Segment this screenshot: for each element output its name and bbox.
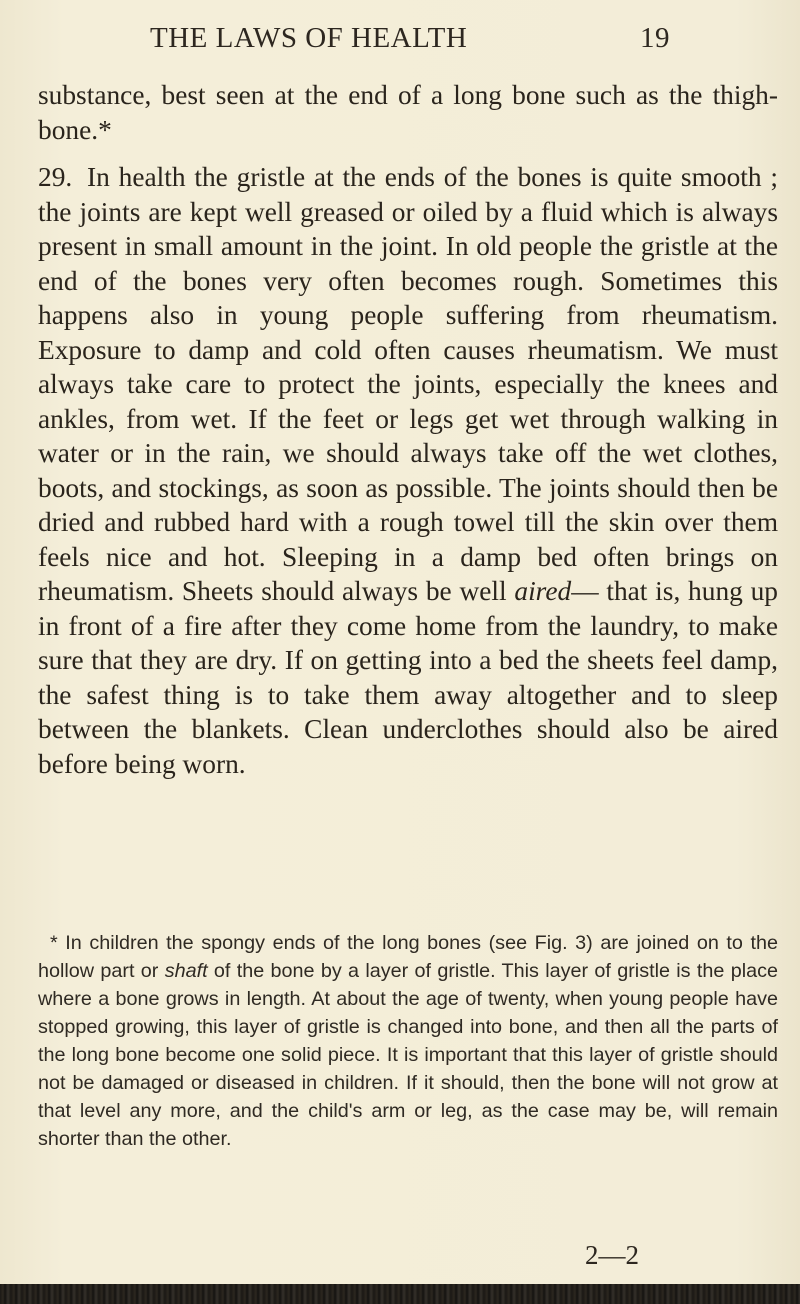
signature-mark: 2—2 bbox=[585, 1240, 639, 1270]
paragraph-number: 29. bbox=[38, 162, 73, 192]
footnote bbox=[38, 929, 778, 1153]
paragraph-29-text-part2: — that is, hung up in front of a fire after they come home from the laundry, to make sure that they are dry. If on getting into a bed the sheets feel damp, the safest thing is to take them away altogether and to sleep between the blankets. Clean underclothes should also be aired before being worn. bbox=[38, 576, 778, 779]
footnote-paragraph bbox=[38, 929, 778, 1153]
scan-bottom-edge bbox=[0, 1284, 800, 1304]
footnote-italic-word: shaft bbox=[164, 960, 208, 982]
paragraph-29 bbox=[38, 160, 778, 781]
paragraph-29-text-part1: In health the gristle at the ends of the bones is quite smooth ; the joints are kept well greased or oiled by a fluid which is always present in small amount in the joint. In old people the gristle at the end of the bones very often becomes rough. Sometimes this happens also in young people suffering from rheumatism. Exposure to damp and cold often causes rheumatism. We must always take care to protect the joints, especially the knees and ankles, from wet. If the feet or legs get wet through walking in water or in the rain, we should always take off the wet clothes, boots, and stockings, as soon as possible. The joints should then be dried and rubbed hard with a rough towel till the skin over them feels nice and hot. Sleeping in a damp bed often brings on rheumatism. Sheets should always be well bbox=[38, 162, 778, 606]
continuation-paragraph: substance, best seen at the end of a long bone such as the thigh-bone.* bbox=[38, 80, 778, 145]
page-header bbox=[150, 22, 670, 62]
footnote-text-part1: * In children the spongy ends of the long bones (see Fig. 3) are joined on to the hollow part or bbox=[38, 932, 778, 982]
page-number: 19 bbox=[640, 22, 670, 54]
running-head: THE LAWS OF HEALTH bbox=[150, 22, 468, 54]
paragraph-29-italic-word: aired bbox=[514, 576, 572, 606]
body-text bbox=[38, 78, 778, 781]
footnote-text-part2: of the bone by a layer of gristle. This layer of gristle is the place where a bone grows in length. At about the age of twenty, when young people have stopped growing, this layer of gristle is changed into bone, and then all the parts of the long bone become one solid piece. It is important that this layer of gristle should not be damaged or diseased in children. If it should, then the bone will not grow at that level any more, and the child's arm or leg, as the case may be, will remain shorter than the other. bbox=[38, 960, 778, 1150]
